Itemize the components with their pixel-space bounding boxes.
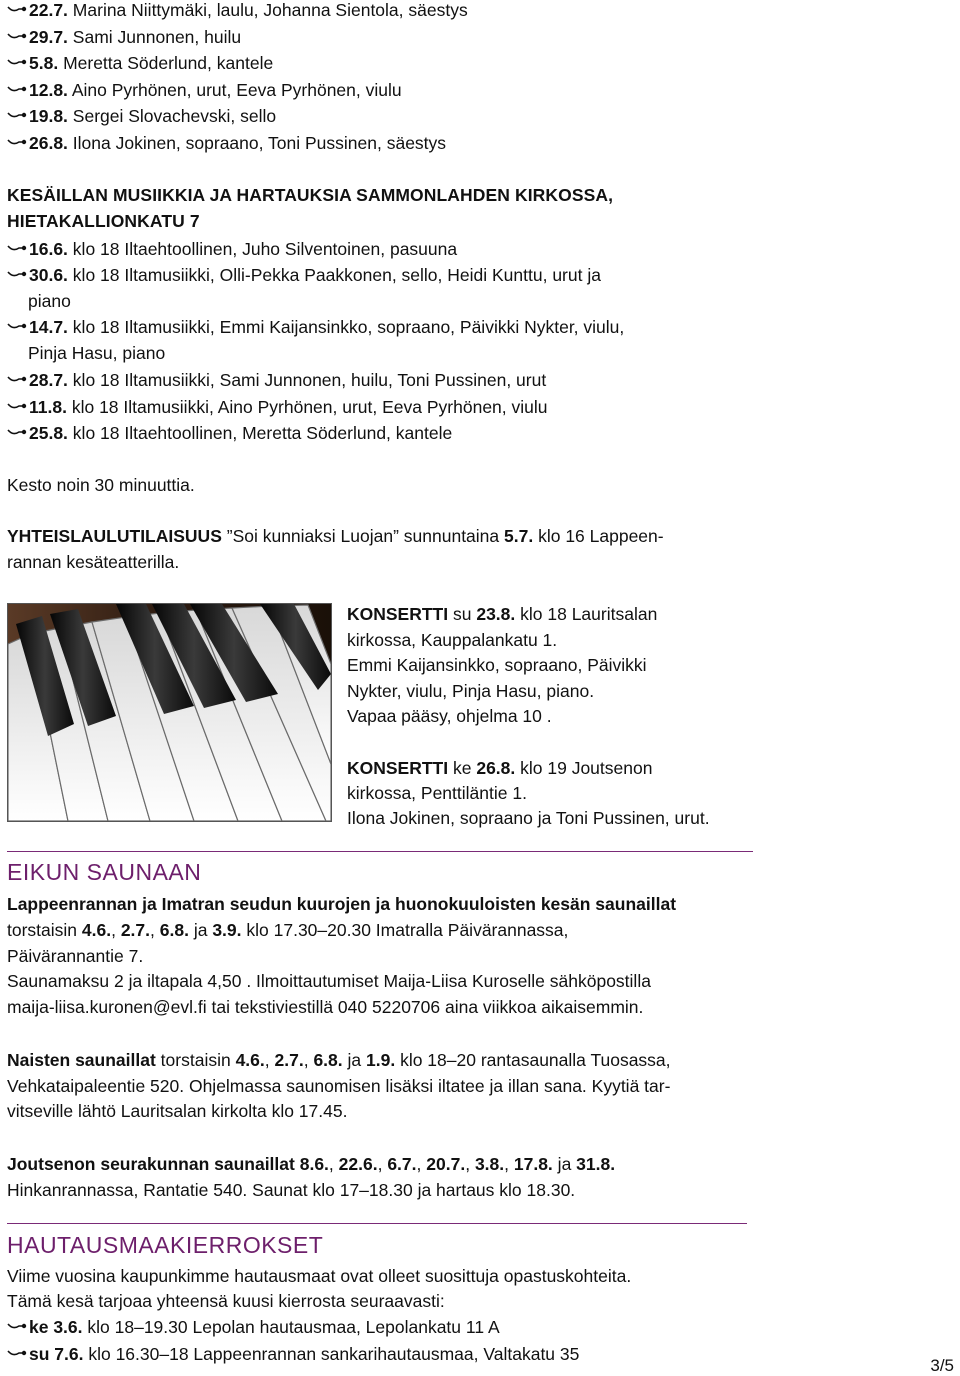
concert-2-place: kirkossa, Penttiläntie 1. [347,783,527,803]
concert-1-place: kirkossa, Kauppalankatu 1. [347,630,558,650]
naisten-line1: Naisten saunaillat torstaisin 4.6., 2.7., 6.8. ja 1.9. klo 18–20 rantasaunalla Tuosassa, [7,1050,671,1070]
list-item: 14.7. klo 18 Iltamusiikki, Emmi Kaijansinkko, sopraano, Päivikki Nykter, viulu, [7,314,624,341]
note-bullet-icon [7,236,29,263]
list-item: 16.6. klo 18 Iltaehtoollinen, Juho Silventoinen, pasuuna [7,236,457,263]
note-bullet-icon [7,1341,29,1368]
list-item: 26.8. Ilona Jokinen, sopraano, Toni Pussinen, säestys [7,130,446,157]
note-bullet-icon [7,77,29,104]
sauna-line2: Päivärannantie 7. [7,946,144,966]
joutseno-line1: Joutsenon seurakunnan saunaillat 8.6., 22.6., 6.7., 20.7., 3.8., 17.8. ja 31.8. [7,1154,616,1174]
note-bullet-icon [7,367,29,394]
list-item: su 7.6. klo 16.30–18 Lappeenrannan sankarihautausmaa, Valtakatu 35 [7,1341,579,1368]
section-heading: KESÄILLAN MUSIIKKIA JA HARTAUKSIA SAMMONLAHDEN KIRKOSSA, [7,185,614,205]
hautaus-intro-1: Viime vuosina kaupunkimme hautausmaat ovat olleet suosittuja opastuskohteita. [7,1266,632,1286]
list-item-cont: piano [28,291,71,311]
note-bullet-icon [7,50,29,77]
sauna-line3: Saunamaksu 2 ja iltapala 4,50 . Ilmoittautumiset Maija-Liisa Kuroselle sähköpostilla [7,971,651,991]
naisten-line3: vitseville lähtö Lauritsalan kirkolta klo 17.45. [7,1101,348,1121]
list-item: 28.7. klo 18 Iltamusiikki, Sami Junnonen, huilu, Toni Pussinen, urut [7,367,546,394]
section-title-saunaan: EIKUN SAUNAAN [7,859,202,885]
page-number: 3/5 [930,1356,954,1375]
note-bullet-icon [7,420,29,447]
note-bullet-icon [7,0,29,24]
note-bullet-icon [7,130,29,157]
duration-note: Kesto noin 30 minuuttia. [7,475,195,495]
note-bullet-icon [7,103,29,130]
list-item: 11.8. klo 18 Iltamusiikki, Aino Pyrhönen, urut, Eeva Pyrhönen, viulu [7,394,548,421]
sauna-line1: torstaisin 4.6., 2.7., 6.8. ja 3.9. klo 17.30–20.30 Imatralla Päivärannassa, [7,920,569,940]
concert-1-performers-cont: Nykter, viulu, Pinja Hasu, piano. [347,681,595,701]
yhteislaulu-line1: YHTEISLAULUTILAISUUS ”Soi kunniaksi Luojan” sunnuntaina 5.7. klo 16 Lappeen- [7,526,664,546]
section-heading-cont: HIETAKALLIONKATU 7 [7,211,200,231]
concert-1-admission: Vapaa pääsy, ohjelma 10 . [347,706,552,726]
concert-1-line1: KONSERTTI su 23.8. klo 18 Lauritsalan [347,604,658,624]
hautaus-intro-2: Tämä kesä tarjoaa yhteensä kuusi kierrosta seuraavasti: [7,1291,445,1311]
list-item: ke 3.6. klo 18–19.30 Lepolan hautausmaa, Lepolankatu 11 A [7,1314,500,1341]
list-item: 19.8. Sergei Slovachevski, sello [7,103,276,130]
note-bullet-icon [7,24,29,51]
list-item: 25.8. klo 18 Iltaehtoollinen, Meretta Söderlund, kantele [7,420,452,447]
note-bullet-icon [7,262,29,289]
list-item: 5.8. Meretta Söderlund, kantele [7,50,273,77]
joutseno-line2: Hinkanrannassa, Rantatie 540. Saunat klo 17–18.30 ja hartaus klo 18.30. [7,1180,576,1200]
piano-keys-illustration [8,604,331,821]
note-bullet-icon [7,394,29,421]
list-item: 30.6. klo 18 Iltamusiikki, Olli-Pekka Paakkonen, sello, Heidi Kunttu, urut ja [7,262,601,289]
note-bullet-icon [7,1314,29,1341]
list-item: 22.7. Marina Niittymäki, laulu, Johanna Sientola, säestys [7,0,468,24]
list-item: 29.7. Sami Junnonen, huilu [7,24,241,51]
yhteislaulu-line2: rannan kesäteatterilla. [7,552,180,572]
section-title-hautaus: HAUTAUSMAAKIERROKSET [7,1232,324,1258]
concert-1-performers: Emmi Kaijansinkko, sopraano, Päivikki [347,655,647,675]
concert-2-line1: KONSERTTI ke 26.8. klo 19 Joutsenon [347,758,653,778]
naisten-line2: Vehkataipaleentie 520. Ohjelmassa saunomisen lisäksi iltatee ja illan sana. Kyytiä tar- [7,1076,671,1096]
list-item-cont: Pinja Hasu, piano [28,343,166,363]
sauna-line4: maija-liisa.kuronen@evl.fi tai tekstiviestillä 040 5220706 aina viikkoa aikaisemmin. [7,997,644,1017]
sauna-subtitle: Lappeenrannan ja Imatran seudun kuurojen ja huonokuuloisten kesän saunaillat [7,894,677,914]
list-item: 12.8. Aino Pyrhönen, urut, Eeva Pyrhönen, viulu [7,77,402,104]
section-divider [7,1223,747,1224]
section-divider [7,851,753,852]
note-bullet-icon [7,314,29,341]
piano-keys-photo [7,603,332,822]
concert-2-performers: Ilona Jokinen, sopraano ja Toni Pussinen, urut. [347,808,710,828]
